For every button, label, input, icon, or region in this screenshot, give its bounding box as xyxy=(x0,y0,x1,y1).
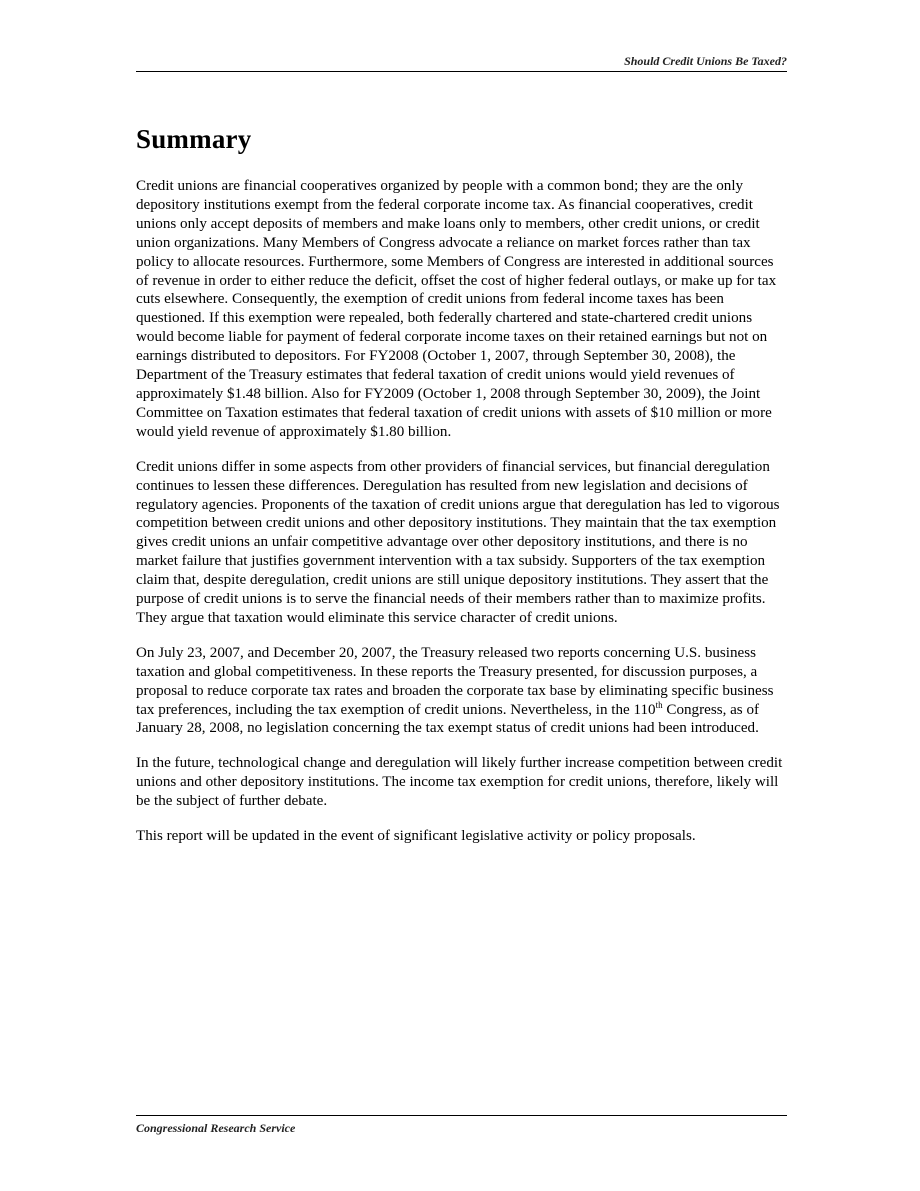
footer-source: Congressional Research Service xyxy=(136,1121,296,1135)
paragraph-text: On July 23, 2007, and December 20, 2007, the Treasury released two reports concerning U.S. business taxation and global competitiveness. In these reports the Treasury presented, for discussion purposes, a proposal to reduce corporate tax rates and broaden the corporate tax base by eliminating specific business tax preferences, including the tax exemption of credit unions. Nevertheless, in the 110 xyxy=(136,644,774,718)
paragraph: Credit unions are financial cooperatives organized by people with a common bond; they are the only depository institutions exempt from the federal corporate income tax. As financial cooperatives, credit unions only accept deposits of members and make loans only to members, other credit unions, or credit union organizations. Many Members of Congress advocate a reliance on market forces rather than tax policy to allocate resources. Furthermore, some Members of Congress are interested in additional sources of revenue in order to either reduce the deficit, offset the cost of higher federal outlays, or make up for tax cuts elsewhere. Consequently, the exemption of credit unions from federal income taxes has been questioned. If this exemption were repealed, both federally chartered and state-chartered credit unions would become liable for payment of federal corporate income taxes on their retained earnings but not on earnings distributed to depositors. For FY2008 (October 1, 2007, through September 30, 2008), the Department of the Treasury estimates that federal taxation of credit unions would yield revenues of approximately $1.48 billion. Also for FY2009 (October 1, 2008 through September 30, 2009), the Joint Committee on Taxation estimates that federal taxation of credit unions with assets of $10 million or more would yield revenue of approximately $1.80 billion. xyxy=(136,178,777,440)
paragraph: This report will be updated in the event of significant legislative activity or policy proposals. xyxy=(136,828,696,845)
running-header xyxy=(136,54,787,72)
ordinal-suffix: th xyxy=(655,699,663,710)
page-title: Summary xyxy=(136,124,252,154)
footer-divider xyxy=(136,1115,787,1116)
paragraph-text: Congress, as of January 28, 2008, no legislation concerning the tax exempt status of credit unions had been introduced. xyxy=(136,701,760,737)
paragraph: Credit unions differ in some aspects from other providers of financial services, but financial deregulation continues to lessen these differences. Deregulation has resulted from new legislation and decisions of regulatory agencies. Proponents of the taxation of credit unions argue that deregulation has led to vigorous competition between credit unions and other depository institutions. They maintain that the tax exemption gives credit unions an unfair competitive advantage over other depository institutions, and there is no market failure that justifies government intervention with a tax subsidy. Supporters of the tax exemption claim that, despite deregulation, credit unions are still unique depository institutions. They assert that the purpose of credit unions is to serve the financial needs of their members rather than to maximize profits. They argue that taxation would eliminate this service character of credit unions. xyxy=(136,458,780,626)
paragraph: In the future, technological change and deregulation will likely further increase competition between credit unions and other depository institutions. The income tax exemption for credit unions, therefore, likely will be the subject of further debate. xyxy=(136,755,783,810)
paragraph xyxy=(136,644,788,739)
summary-body xyxy=(136,177,788,862)
running-header-title: Should Credit Unions Be Taxed? xyxy=(624,54,787,68)
